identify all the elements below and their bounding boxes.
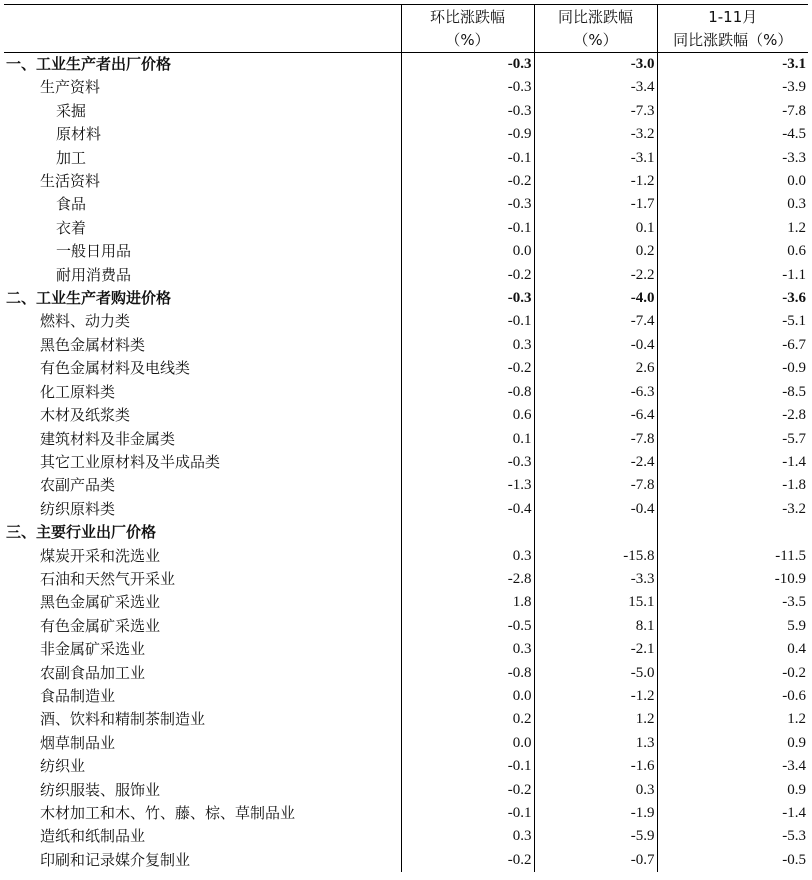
mom-change-cell: -0.2	[401, 264, 534, 287]
row-label: 生产资料	[40, 78, 101, 97]
ytd-change-cell: -3.1	[657, 53, 808, 77]
mom-change-cell: 0.0	[401, 685, 534, 708]
ytd-change-cell: -5.3	[657, 825, 808, 848]
table-row	[4, 615, 808, 638]
mom-change-cell: 0.3	[401, 638, 534, 661]
ytd-change-cell: -4.5	[657, 123, 808, 146]
mom-change-cell: -0.4	[401, 498, 534, 521]
header-mom-title: 环比涨跌幅	[429, 8, 505, 26]
yoy-change-cell: -1.2	[534, 170, 657, 193]
table-body	[4, 53, 808, 873]
header-ytd-period: 1-11月	[708, 8, 758, 26]
mom-change-cell: 0.2	[401, 708, 534, 731]
yoy-change-cell: 1.2	[534, 708, 657, 731]
yoy-change-cell: -7.4	[534, 310, 657, 333]
ytd-change-cell: -5.7	[657, 428, 808, 451]
yoy-change-cell	[534, 521, 657, 544]
yoy-change-cell: -7.3	[534, 100, 657, 123]
ytd-change-cell: 0.9	[657, 732, 808, 755]
ytd-change-cell: -1.4	[657, 451, 808, 474]
yoy-change-cell: 2.6	[534, 357, 657, 380]
yoy-change-cell: 8.1	[534, 615, 657, 638]
yoy-change-cell: -4.0	[534, 287, 657, 310]
row-label: 纺织业	[40, 757, 86, 776]
yoy-change-cell: 15.1	[534, 591, 657, 614]
yoy-change-cell: 0.2	[534, 240, 657, 263]
ytd-change-cell: 1.2	[657, 217, 808, 240]
row-label: 一般日用品	[56, 242, 132, 261]
ytd-change-cell: -7.8	[657, 100, 808, 123]
mom-change-cell: -0.1	[401, 217, 534, 240]
mom-change-cell: -0.2	[401, 779, 534, 802]
ytd-change-cell: -0.9	[657, 357, 808, 380]
row-label: 采掘	[56, 101, 87, 120]
mom-change-cell: -0.3	[401, 287, 534, 310]
yoy-change-cell: -7.8	[534, 474, 657, 497]
ytd-change-cell: 1.2	[657, 708, 808, 731]
row-label: 造纸和纸制品业	[40, 827, 146, 846]
table-row	[4, 732, 808, 755]
row-label: 食品制造业	[40, 686, 116, 705]
row-label: 烟草制品业	[40, 733, 116, 752]
mom-change-cell: -0.3	[401, 53, 534, 77]
ytd-change-cell: -1.8	[657, 474, 808, 497]
header-ytd-change	[657, 4, 808, 53]
mom-change-cell: -0.2	[401, 170, 534, 193]
row-label: 印刷和记录媒介复制业	[40, 850, 191, 869]
row-label: 木材及纸浆类	[40, 406, 131, 425]
mom-change-cell: -0.1	[401, 802, 534, 825]
mom-change-cell: -0.3	[401, 451, 534, 474]
row-label: 煤炭开采和洗选业	[40, 546, 161, 565]
ytd-change-cell: -8.5	[657, 381, 808, 404]
row-label: 一、工业生产者出厂价格	[6, 55, 172, 73]
row-label: 衣着	[56, 218, 87, 237]
row-label: 纺织原料类	[40, 499, 116, 518]
yoy-change-cell: -3.4	[534, 76, 657, 99]
mom-change-cell: -0.8	[401, 381, 534, 404]
row-label: 黑色金属材料类	[40, 335, 146, 354]
yoy-change-cell: -15.8	[534, 545, 657, 568]
table-row	[4, 498, 808, 521]
header-yoy-unit: （%）	[573, 31, 618, 49]
table-row	[4, 100, 808, 123]
row-label: 食品	[56, 195, 87, 214]
table-header	[4, 4, 808, 53]
ytd-change-cell: -5.1	[657, 310, 808, 333]
yoy-change-cell: 0.3	[534, 779, 657, 802]
header-ytd-title: 同比涨跌幅（%）	[673, 31, 793, 49]
table-row	[4, 755, 808, 778]
table-row	[4, 708, 808, 731]
mom-change-cell: -1.3	[401, 474, 534, 497]
ytd-change-cell: 0.9	[657, 779, 808, 802]
yoy-change-cell: -6.3	[534, 381, 657, 404]
yoy-change-cell: -1.2	[534, 685, 657, 708]
yoy-change-cell: -1.7	[534, 193, 657, 216]
row-label: 化工原料类	[40, 382, 116, 401]
table-row	[4, 170, 808, 193]
yoy-change-cell: -0.7	[534, 849, 657, 872]
mom-change-cell: -0.1	[401, 755, 534, 778]
yoy-change-cell: -0.4	[534, 334, 657, 357]
mom-change-cell: 0.0	[401, 732, 534, 755]
row-label: 燃料、动力类	[40, 312, 131, 331]
table-row	[4, 825, 808, 848]
row-label: 纺织服装、服饰业	[40, 780, 161, 799]
row-label: 石油和天然气开采业	[40, 569, 176, 588]
row-label: 农副食品加工业	[40, 663, 146, 682]
ytd-change-cell: -3.4	[657, 755, 808, 778]
mom-change-cell: -0.3	[401, 193, 534, 216]
mom-change-cell: -0.2	[401, 849, 534, 872]
table-row	[4, 849, 808, 872]
row-label: 有色金属材料及电线类	[40, 359, 191, 378]
ytd-change-cell: -3.9	[657, 76, 808, 99]
row-label: 酒、饮料和精制茶制造业	[40, 710, 206, 729]
table-row	[4, 193, 808, 216]
yoy-change-cell: -2.1	[534, 638, 657, 661]
yoy-change-cell: -3.3	[534, 568, 657, 591]
yoy-change-cell: -7.8	[534, 428, 657, 451]
yoy-change-cell: -3.0	[534, 53, 657, 77]
ytd-change-cell: -11.5	[657, 545, 808, 568]
mom-change-cell: -2.8	[401, 568, 534, 591]
table-row	[4, 240, 808, 263]
mom-change-cell: -0.1	[401, 310, 534, 333]
table-row	[4, 568, 808, 591]
table-row	[4, 76, 808, 99]
yoy-change-cell: -1.9	[534, 802, 657, 825]
yoy-change-cell: -0.4	[534, 498, 657, 521]
ytd-change-cell: 0.4	[657, 638, 808, 661]
yoy-change-cell: -2.2	[534, 264, 657, 287]
row-label: 木材加工和木、竹、藤、棕、草制品业	[40, 804, 296, 822]
yoy-change-cell: -5.0	[534, 662, 657, 685]
table-row	[4, 264, 808, 287]
yoy-change-cell: -6.4	[534, 404, 657, 427]
header-label-column	[4, 4, 401, 53]
row-label: 原材料	[56, 125, 102, 144]
ytd-change-cell: -1.1	[657, 264, 808, 287]
ytd-change-cell: -2.8	[657, 404, 808, 427]
table-row	[4, 451, 808, 474]
mom-change-cell: 1.8	[401, 591, 534, 614]
table-row	[4, 685, 808, 708]
mom-change-cell: 0.0	[401, 240, 534, 263]
row-label: 加工	[56, 148, 87, 167]
header-yoy-change	[534, 4, 657, 53]
ytd-change-cell: -3.2	[657, 498, 808, 521]
mom-change-cell: 0.1	[401, 428, 534, 451]
ytd-change-cell: -0.2	[657, 662, 808, 685]
header-mom-change	[401, 4, 534, 53]
mom-change-cell: -0.3	[401, 76, 534, 99]
mom-change-cell: -0.1	[401, 147, 534, 170]
ytd-change-cell: -0.6	[657, 685, 808, 708]
ytd-change-cell: 0.3	[657, 193, 808, 216]
row-label: 生活资料	[40, 172, 101, 191]
mom-change-cell: 0.3	[401, 334, 534, 357]
yoy-change-cell: -3.1	[534, 147, 657, 170]
table-row	[4, 334, 808, 357]
table-row	[4, 638, 808, 661]
table-row	[4, 217, 808, 240]
ytd-change-cell: 0.6	[657, 240, 808, 263]
header-row	[4, 4, 808, 53]
row-label: 耐用消费品	[56, 265, 132, 284]
row-label: 建筑材料及非金属类	[40, 429, 176, 448]
table-row	[4, 591, 808, 614]
mom-change-cell: 0.6	[401, 404, 534, 427]
price-index-table-container	[4, 4, 808, 872]
section-row	[4, 521, 808, 544]
table-row	[4, 662, 808, 685]
row-label: 其它工业原材料及半成品类	[40, 452, 221, 471]
header-mom-unit: （%）	[445, 31, 490, 49]
table-row	[4, 404, 808, 427]
yoy-change-cell: -2.4	[534, 451, 657, 474]
row-label: 农副产品类	[40, 476, 116, 495]
table-row	[4, 310, 808, 333]
mom-change-cell: 0.3	[401, 545, 534, 568]
mom-change-cell: -0.3	[401, 100, 534, 123]
mom-change-cell: -0.9	[401, 123, 534, 146]
mom-change-cell	[401, 521, 534, 544]
ytd-change-cell: -0.5	[657, 849, 808, 872]
row-label: 有色金属矿采选业	[40, 616, 161, 635]
yoy-change-cell: 1.3	[534, 732, 657, 755]
row-label: 黑色金属矿采选业	[40, 593, 161, 612]
ytd-change-cell	[657, 521, 808, 544]
yoy-change-cell: 0.1	[534, 217, 657, 240]
ytd-change-cell: -3.6	[657, 287, 808, 310]
row-label: 三、主要行业出厂价格	[6, 523, 157, 542]
row-label: 二、工业生产者购进价格	[6, 289, 172, 308]
table-row	[4, 123, 808, 146]
ytd-change-cell: -6.7	[657, 334, 808, 357]
row-label: 非金属矿采选业	[40, 640, 146, 659]
ytd-change-cell: 0.0	[657, 170, 808, 193]
ytd-change-cell: -10.9	[657, 568, 808, 591]
ytd-change-cell: -3.5	[657, 591, 808, 614]
yoy-change-cell: -5.9	[534, 825, 657, 848]
ytd-change-cell: 5.9	[657, 615, 808, 638]
table-row	[4, 474, 808, 497]
ytd-change-cell: -1.4	[657, 802, 808, 825]
table-row	[4, 802, 808, 825]
mom-change-cell: 0.3	[401, 825, 534, 848]
table-row	[4, 428, 808, 451]
mom-change-cell: -0.2	[401, 357, 534, 380]
section-row	[4, 53, 808, 77]
table-row	[4, 357, 808, 380]
table-row	[4, 779, 808, 802]
table-row	[4, 381, 808, 404]
section-row	[4, 287, 808, 310]
yoy-change-cell: -1.6	[534, 755, 657, 778]
mom-change-cell: -0.5	[401, 615, 534, 638]
ytd-change-cell: -3.3	[657, 147, 808, 170]
table-row	[4, 545, 808, 568]
price-index-table	[4, 4, 808, 872]
table-row	[4, 147, 808, 170]
mom-change-cell: -0.8	[401, 662, 534, 685]
header-yoy-title: 同比涨跌幅	[557, 8, 633, 26]
yoy-change-cell: -3.2	[534, 123, 657, 146]
